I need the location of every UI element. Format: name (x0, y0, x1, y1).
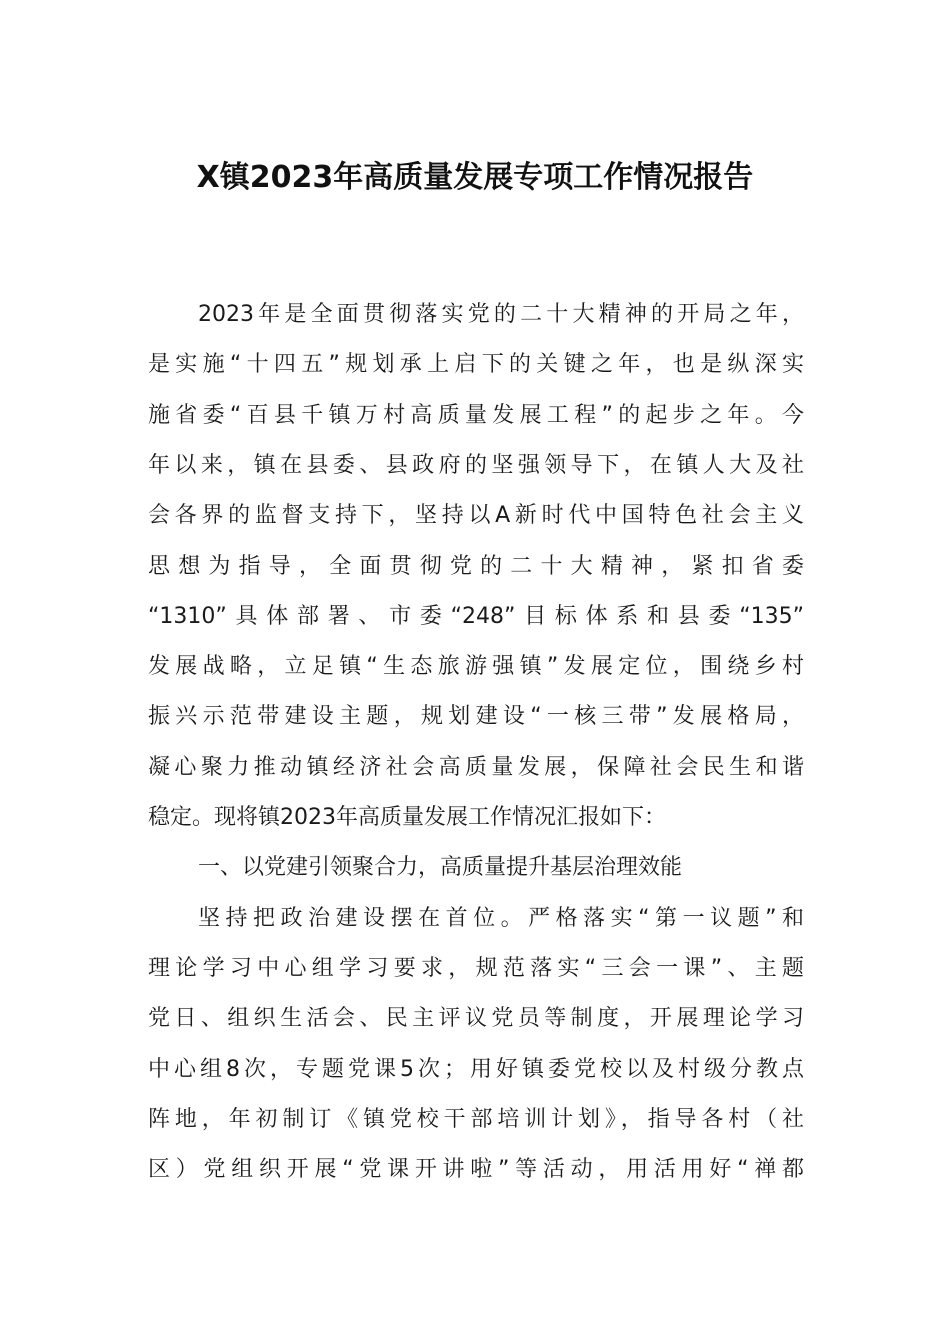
body-text-line: 理论学习中心组学习要求，规范落实“三会一课”、主题 (148, 956, 804, 981)
body-text-line: 中心组8次，专题党课5次；用好镇委党校以及村级分教点 (148, 1057, 804, 1082)
body-text-line: 是实施“十四五”规划承上启下的关键之年，也是纵深实 (148, 352, 804, 377)
body-text-line: 党日、组织生活会、民主评议党员等制度，开展理论学习 (148, 1006, 804, 1031)
body-text-line: “1310”具体部署、市委“248”目标体系和县委“135” (148, 604, 804, 629)
body-text-line: 区）党组织开展“党课开讲啦”等活动，用活用好“禅都 (148, 1157, 804, 1182)
body-text-line: 凝心聚力推动镇经济社会高质量发展，保障社会民生和谐 (148, 755, 804, 780)
body-text-line: 振兴示范带建设主题，规划建设“一核三带”发展格局， (148, 704, 804, 729)
body-text-line: 会各界的监督支持下，坚持以A新时代中国特色社会主义 (148, 503, 804, 528)
body-text-line: 发展战略，立足镇“生态旅游强镇”发展定位，围绕乡村 (148, 654, 804, 679)
body-text-line: 施省委“百县千镇万村高质量发展工程”的起步之年。今 (148, 403, 804, 428)
body-text-line: 稳定。现将镇2023年高质量发展工作情况汇报如下： (148, 805, 666, 830)
body-text-line: 思想为指导，全面贯彻党的二十大精神，紧扣省委 (148, 554, 804, 579)
document-title: X镇2023年高质量发展专项工作情况报告 (196, 160, 754, 195)
body-text-line: 一、以党建引领聚合力，高质量提升基层治理效能 (198, 855, 683, 880)
body-text-line: 坚持把政治建设摆在首位。严格落实“第一议题”和 (198, 906, 804, 931)
body-text-line: 2023年是全面贯彻落实党的二十大精神的开局之年， (198, 302, 804, 327)
body-text-line: 阵地，年初制订《镇党校干部培训计划》，指导各村（社 (148, 1107, 804, 1132)
body-text-line: 年以来，镇在县委、县政府的坚强领导下，在镇人大及社 (148, 453, 804, 478)
